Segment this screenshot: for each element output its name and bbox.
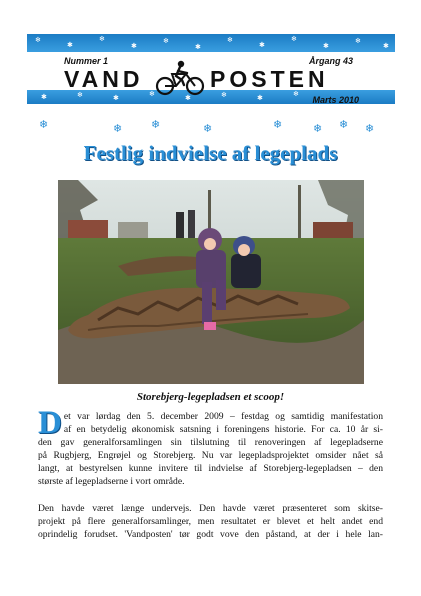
masthead-top-band: ❄ ✱ ❄ ✱ ❄ ✱ ❄ ✱ ❄ ✱ ❄ ✱ bbox=[27, 34, 395, 52]
paragraph-line: Den havde været længe undervejs. Den havde været præsenteret som skitse- bbox=[38, 503, 383, 514]
issue-number: Nummer 1 bbox=[64, 56, 109, 66]
issue-date: Marts 2010 bbox=[312, 95, 359, 105]
drop-cap: D bbox=[38, 405, 62, 441]
playground-photo-illustration bbox=[58, 180, 364, 384]
paragraph-line: af en betydelig økonomisk satsning i foreningens historie. For ca. 10 år si- bbox=[63, 424, 383, 435]
article-headline: Festlig indvielse af legeplads bbox=[83, 141, 338, 165]
paragraph-line: den gav generalforsamlingen sin tilslutning til renoveringen af legepladserne bbox=[38, 437, 383, 448]
volume-label: Årgang 43 bbox=[308, 56, 353, 66]
masthead-name-right: POSTEN bbox=[210, 66, 329, 92]
masthead-bottom-band: ✱ ❄ ✱ ❄ ✱ ❄ ✱ ❄ bbox=[27, 90, 395, 104]
article-paragraph-1 bbox=[38, 405, 383, 488]
paragraph-line: projekt på flere generalforsamlinger, men resultatet er blevet et helt andet end bbox=[38, 516, 383, 527]
article-paragraph-2 bbox=[38, 502, 383, 541]
snowflake-row: ❄ ❄ ❄ ❄ ❄ ❄ ❄ ❄ bbox=[39, 119, 375, 135]
masthead-name-left: VAND bbox=[64, 66, 144, 92]
photo-caption: Storebjerg-legepladsen et scoop! bbox=[136, 391, 285, 403]
paragraph-line: et var lørdag den 5. december 2009 – festdag og samtidig manifestation bbox=[63, 411, 383, 422]
paragraph-line: oprindelig forudset. 'Vandposten' tør godt vove den påstand, at der i hele lan- bbox=[38, 529, 383, 540]
paragraph-line: største af legepladserne i vort område. bbox=[38, 476, 185, 487]
paragraph-line: på Rugbjerg, Engrøjel og Storebjerg. Nu var legepladsprojektet omsider nået så bbox=[38, 450, 383, 461]
cyclist-icon bbox=[154, 60, 206, 96]
article-photo bbox=[58, 180, 364, 384]
paragraph-line: langt, at bestyrelsen kunne invitere til indvielse af Storebjerg-legepladsen – den bbox=[38, 463, 383, 474]
